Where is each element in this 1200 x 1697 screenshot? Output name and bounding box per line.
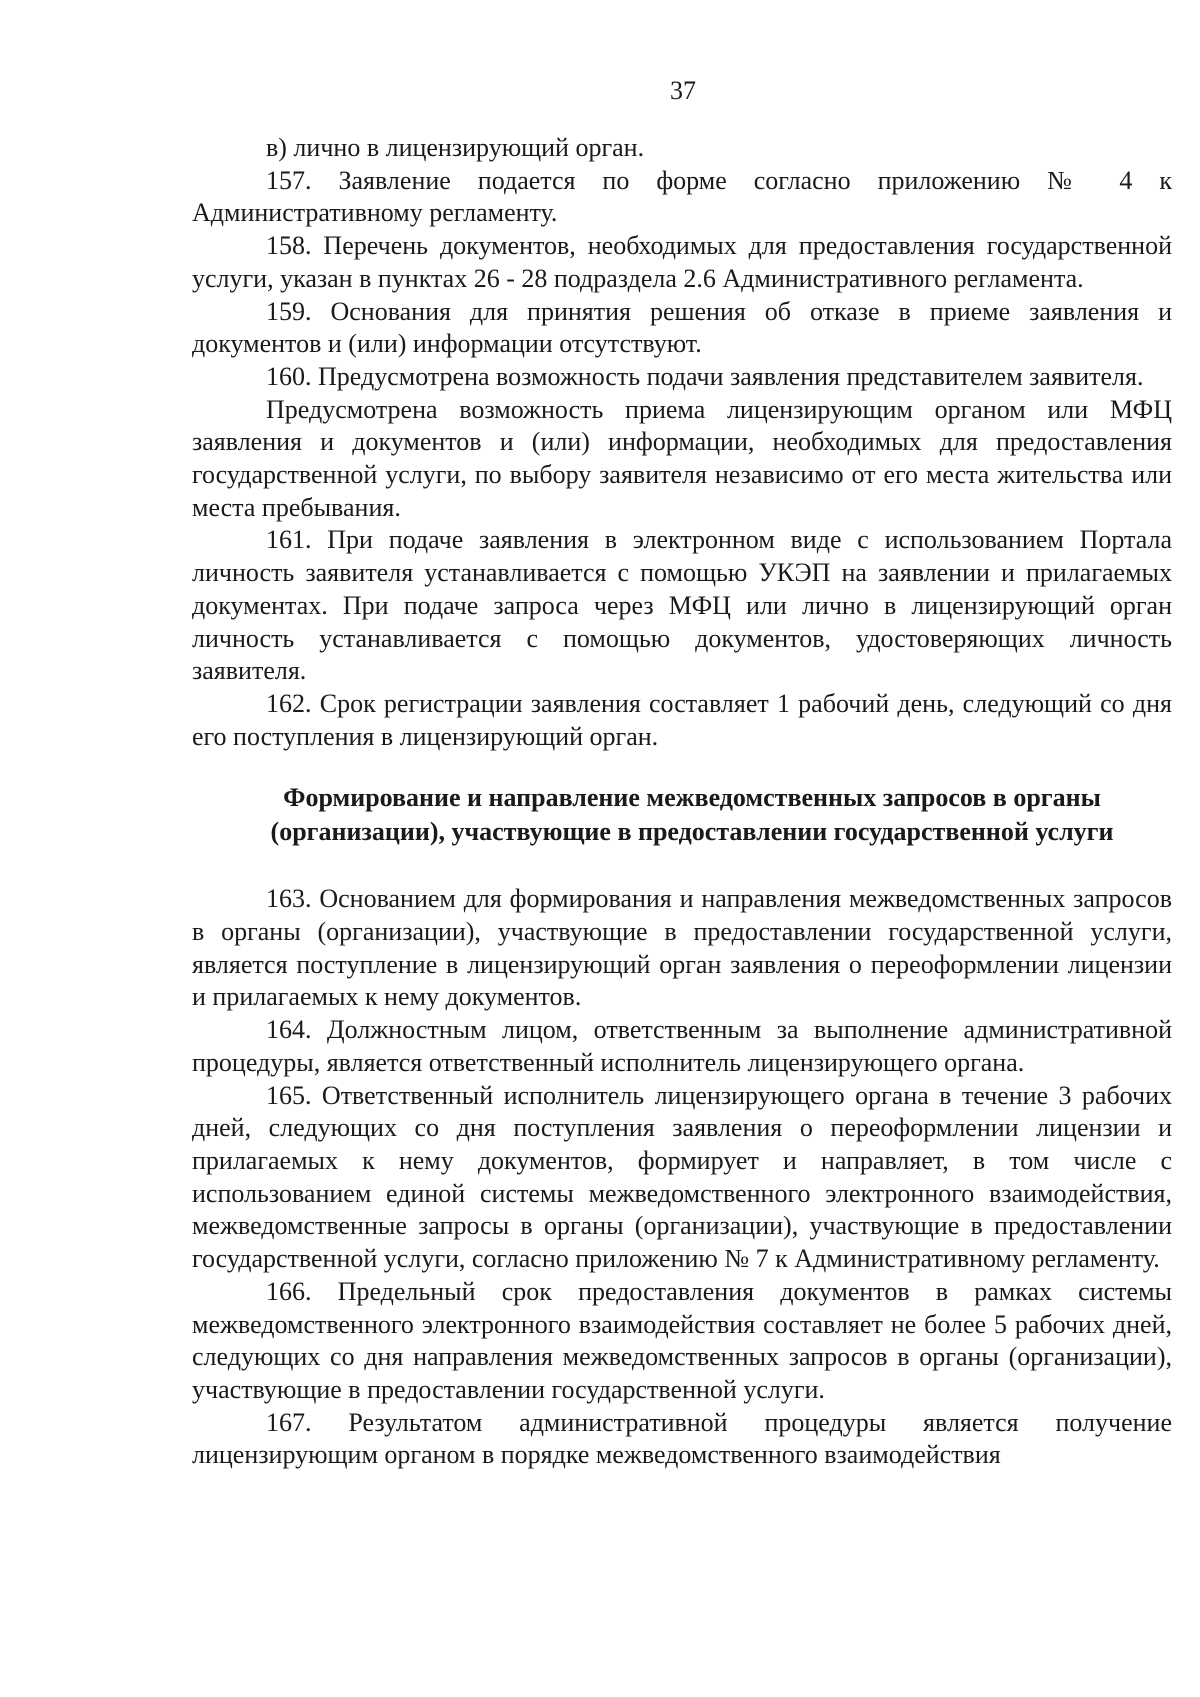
paragraph-160-continued: Предусмотрена возможность приема лицензирующим органом или МФЦ заявления и документов и (или) информации, необходимых для предоставления государственной услуги, по выбору заявителя независимо от его места жительства или места пребывания. bbox=[192, 394, 1172, 522]
paragraph-item-v: в) лично в лицензирующий орган. bbox=[266, 133, 645, 162]
section-heading-line-2: (организации), участвующие в предоставлении государственной услуги bbox=[270, 817, 1114, 847]
document-body bbox=[192, 132, 1172, 1472]
paragraph-161: 161. При подаче заявления в электронном виде с использованием Портала личность заявителя устанавливается с помощью УКЭП на заявлении и прилагаемых документах. При подаче запроса через МФЦ или лично в лицензирующий орган личность устанавливается с помощью документов, удостоверяющих личность заявителя. bbox=[192, 525, 1172, 686]
paragraph-157: 157. Заявление подается по форме согласно приложению № 4 к Административному регламенту. bbox=[192, 165, 1172, 228]
paragraph-162: 162. Срок регистрации заявления составляет 1 рабочий день, следующий со дня его поступления в лицензирующий орган. bbox=[192, 688, 1172, 751]
paragraph-165: 165. Ответственный исполнитель лицензирующего органа в течение 3 рабочих дней, следующих со дня поступления заявления о переоформлении лицензии и прилагаемых к нему документов, формирует и направляет, в том числе с использованием единой системы межведомственного электронного взаимодействия, межведомственные запросы в органы (организации), участвующие в предоставлении государственной услуги, согласно приложению № 7 к Административному регламенту. bbox=[192, 1080, 1172, 1274]
paragraph-158: 158. Перечень документов, необходимых для предоставления государственной услуги, указан в пунктах 26 - 28 подраздела 2.6 Административного регламента. bbox=[192, 231, 1172, 293]
paragraph-166: 166. Предельный срок предоставления документов в рамках системы межведомственного электронного взаимодействия составляет не более 5 рабочих дней, следующих со дня направления межведомственных запросов в органы (организации), участвующие в предоставлении государственной услуги. bbox=[192, 1276, 1172, 1404]
paragraph-159: 159. Основания для принятия решения об отказе в приеме заявления и документов и (или) информации отсутствуют. bbox=[192, 296, 1172, 359]
paragraph-164: 164. Должностным лицом, ответственным за выполнение административной процедуры, является ответственный исполнитель лицензирующего органа. bbox=[192, 1015, 1172, 1077]
page-number: 37 bbox=[670, 76, 696, 105]
paragraph-167: 167. Результатом административной процедуры является получение лицензирующим органом в порядке межведомственного взаимодействия bbox=[192, 1407, 1172, 1470]
paragraph-160: 160. Предусмотрена возможность подачи заявления представителем заявителя. bbox=[266, 361, 1144, 391]
section-heading-line-1: Формирование и направление межведомственных запросов в органы bbox=[283, 783, 1101, 813]
paragraph-163: 163. Основанием для формирования и направления межведомственных запросов в органы (организации), участвующие в предоставлении государственной услуги, является поступление в лицензирующий орган заявления о переоформлении лицензии и прилагаемых к нему документов. bbox=[192, 884, 1172, 1012]
section-heading bbox=[192, 781, 1172, 849]
